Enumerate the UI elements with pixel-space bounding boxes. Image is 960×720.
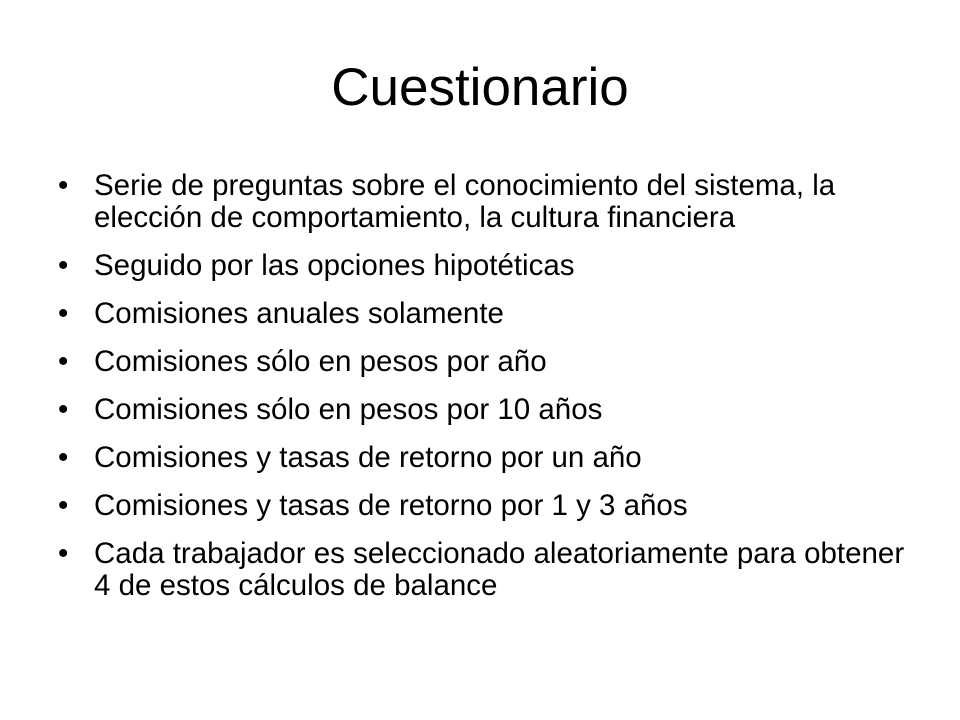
bullet-text: Comisiones sólo en pesos por 10 años — [94, 393, 603, 426]
bullet-item — [58, 490, 918, 522]
slide-title: Cuestionario — [331, 58, 629, 117]
bullet-text: Cada trabajador es seleccionado aleatoriamente para obtener 4 de estos cálculos de balance — [94, 537, 905, 602]
bullet-text: Comisiones y tasas de retorno por 1 y 3 años — [94, 489, 688, 522]
bullet-item — [58, 538, 918, 602]
bullet-text: Seguido por las opciones hipotéticas — [94, 249, 575, 282]
bullet-icon: • — [58, 345, 69, 378]
bullet-icon: • — [58, 441, 69, 474]
bullet-list — [58, 170, 918, 618]
bullet-icon: • — [58, 489, 69, 522]
bullet-icon: • — [58, 249, 69, 282]
bullet-text: Comisiones anuales solamente — [94, 297, 504, 330]
bullet-text: Serie de preguntas sobre el conocimiento del sistema, la elección de comportamiento, la cultura financiera — [94, 169, 836, 234]
bullet-item — [58, 394, 918, 426]
bullet-icon: • — [58, 297, 69, 330]
bullet-text: Comisiones y tasas de retorno por un año — [94, 441, 642, 474]
bullet-item — [58, 442, 918, 474]
bullet-icon: • — [58, 393, 69, 426]
bullet-item — [58, 298, 918, 330]
bullet-item — [58, 346, 918, 378]
bullet-icon: • — [58, 537, 69, 570]
bullet-item — [58, 170, 918, 234]
bullet-item — [58, 250, 918, 282]
bullet-icon: • — [58, 169, 69, 202]
bullet-text: Comisiones sólo en pesos por año — [94, 345, 547, 378]
